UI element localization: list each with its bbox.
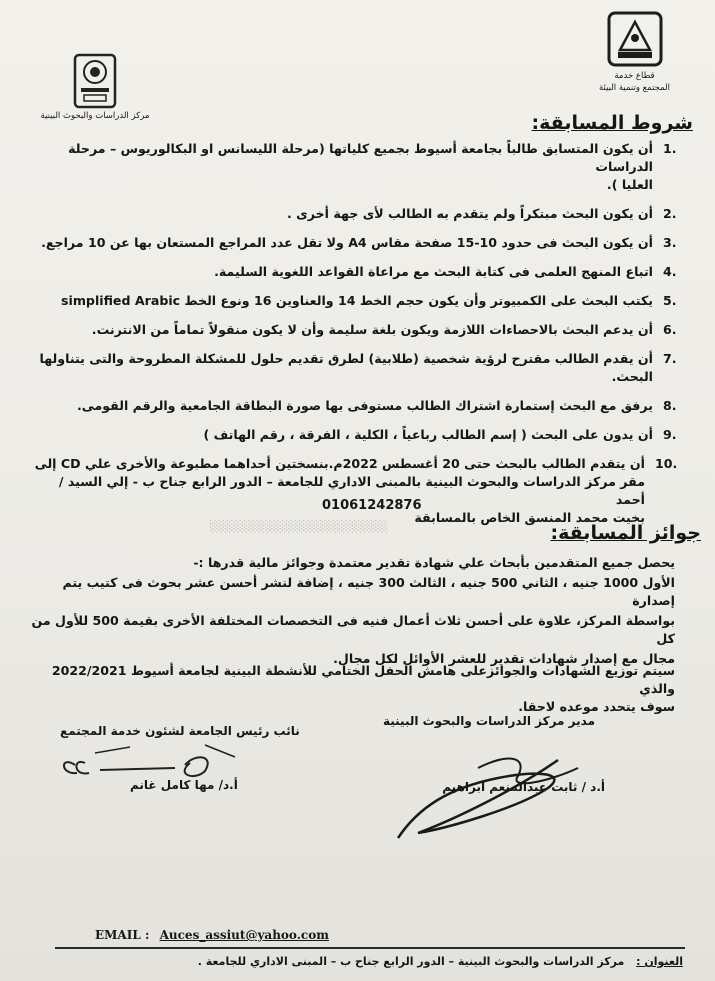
condition-number: 10. xyxy=(655,456,678,471)
center-logo-caption: مركز الدراسات والبحوث البينية xyxy=(40,111,150,121)
director-name: أ.د / ثابت عبدالمنعم ابراهيم xyxy=(442,780,605,794)
condition-text: أن يدعم البحث بالاحصاءات اللازمة ويكون بلغة سليمة وأن لا يكون منقولاً تماماً من الانترنت. xyxy=(91,322,653,337)
condition-text: أن يكون البحث مبتكراً ولم يتقدم به الطالب لأى جهة أخرى . xyxy=(287,206,653,221)
condition-text-continued: مقر مركز الدراسات والبحوث البينية بالمبنى الاداري للجامعة – الدور الرابع جناح ب - إلي السيد / أحمد xyxy=(58,474,645,507)
director-signature-icon xyxy=(388,748,598,848)
condition-text: أن يتقدم الطالب بالبحث حتى 20 أغسطس 2022م.بنسختين أحداهما مطبوعة والأخرى علي CD إلى xyxy=(34,456,645,471)
condition-text: يرفق مع البحث إستمارة اشتراك الطالب مستوفى بها صورة البطاقة الجامعية والرقم القومى. xyxy=(76,398,653,413)
condition-text: أن يكون البحث فى حدود 10-15 صفحة مقاس A4 ولا تقل عدد المراجع المستعان بها عن 10 مراجع. xyxy=(41,235,653,250)
condition-number: 5. xyxy=(663,293,677,308)
condition-text: يكتب البحث على الكمبيوتر وأن يكون حجم الخط 14 والعناوين 16 ونوع الخط simplified Arabic xyxy=(61,293,653,308)
vice-president-title: نائب رئيس الجامعة لشئون خدمة المجتمع xyxy=(60,724,300,738)
center-seal-icon xyxy=(72,52,118,110)
sector-logo-line-1: قطاع خدمة xyxy=(614,71,655,81)
prizes-line: مجال مع إصدار شهادات تقدير للعشر الأوائل لكل مجال. xyxy=(333,651,675,666)
condition-item xyxy=(28,455,678,527)
prizes-body xyxy=(30,554,675,670)
prizes-intro: يحصل جميع المتقدمين بأبحاث علي شهادة تقدير معتمدة وجوائز مالية قدرها :- xyxy=(193,555,675,570)
conditions-list xyxy=(28,140,678,538)
condition-item xyxy=(28,397,677,415)
condition-number: 7. xyxy=(663,351,677,366)
condition-number: 6. xyxy=(663,322,677,337)
ceremony-note xyxy=(30,662,675,716)
sector-logo-line-2: المجتمع وتنمية البيئة xyxy=(598,83,671,93)
condition-number: 2. xyxy=(663,206,677,221)
footer-divider xyxy=(55,947,685,949)
condition-text-continued: العليا ). xyxy=(606,177,653,192)
condition-item xyxy=(28,234,677,252)
condition-number: 8. xyxy=(663,398,677,413)
sector-logo xyxy=(572,8,697,94)
condition-number: 4. xyxy=(663,264,677,279)
university-seal-icon xyxy=(604,8,666,70)
prizes-line: الأول 1000 جنيه ، الثاني 500 جنيه ، الثالث 300 جنيه ، إضافة لنشر أحسن عشر بحوث فى كتيب يتم إصدارة xyxy=(62,575,675,608)
condition-item xyxy=(28,205,677,223)
condition-number: 3. xyxy=(663,235,677,250)
address-label: العنوان : xyxy=(636,955,683,968)
show-through-ghost: ░░░░░░░░░░░░░░░░░░░░░ xyxy=(210,520,388,533)
center-logo xyxy=(30,52,160,122)
condition-item xyxy=(28,263,677,281)
condition-item xyxy=(28,140,677,194)
director-title: مدير مركز الدراسات والبحوث البينية xyxy=(382,714,595,728)
address-text: مركز الدراسات والبحوث البينية – الدور الرابع جناح ب – المبنى الاداري للجامعة . xyxy=(197,955,625,968)
condition-item xyxy=(28,350,677,386)
condition-number: 1. xyxy=(663,141,677,156)
conditions-title: شروط المسابقة: xyxy=(531,112,693,134)
condition-number: 9. xyxy=(663,427,677,442)
condition-item xyxy=(28,292,677,310)
email-label: EMAIL : xyxy=(95,928,150,942)
condition-item xyxy=(28,321,677,339)
condition-text: أن يكون المتسابق طالباً بجامعة أسيوط بجميع كلياتها (مرحلة الليسانس او البكالوريوس – مرحلة الدراسات xyxy=(68,141,653,174)
condition-text: أن يقدم الطالب مقترح لرؤية شخصية (طلابية) لطرق تقديم حلول للمشكلة المطروحة والتى يتناولها البحث. xyxy=(39,351,653,384)
condition-text: أن يدون على البحث ( إسم الطالب رباعياً ، الكلية ، الفرقة ، رقم الهاتف ) xyxy=(203,427,653,442)
condition-text-continued-2: بخيت محمد المنسق الخاص بالمسابقة xyxy=(414,510,645,525)
vice-president-name: أ.د/ مها كامل غانم xyxy=(130,778,238,792)
footer-email xyxy=(95,928,329,942)
prizes-line: بواسطة المركز، علاوة على أحسن ثلاث أعمال فنيه فى التخصصات المختلفة الأخرى بقيمة 500 للأول من كل xyxy=(31,613,675,646)
condition-item xyxy=(28,426,677,444)
ceremony-note-line: سيتم توزيع الشهادات والجوائزعلى هامش الحفل الختامي للأنشطة البينية لجامعة أسيوط 2022/2021 والذي xyxy=(51,663,675,696)
prizes-title: جوائز المسابقة: xyxy=(550,522,701,544)
footer-address xyxy=(198,955,683,968)
coordinator-phone: 01061242876 xyxy=(322,498,422,513)
ceremony-note-line: سوف يتحدد موعده لاحقا. xyxy=(518,699,675,714)
condition-text: اتباع المنهج العلمى فى كتابة البحث مع مراعاة القواعد اللغوية السليمة. xyxy=(214,264,653,279)
email-address-link[interactable]: Auces_assiut@yahoo.com xyxy=(159,928,329,942)
